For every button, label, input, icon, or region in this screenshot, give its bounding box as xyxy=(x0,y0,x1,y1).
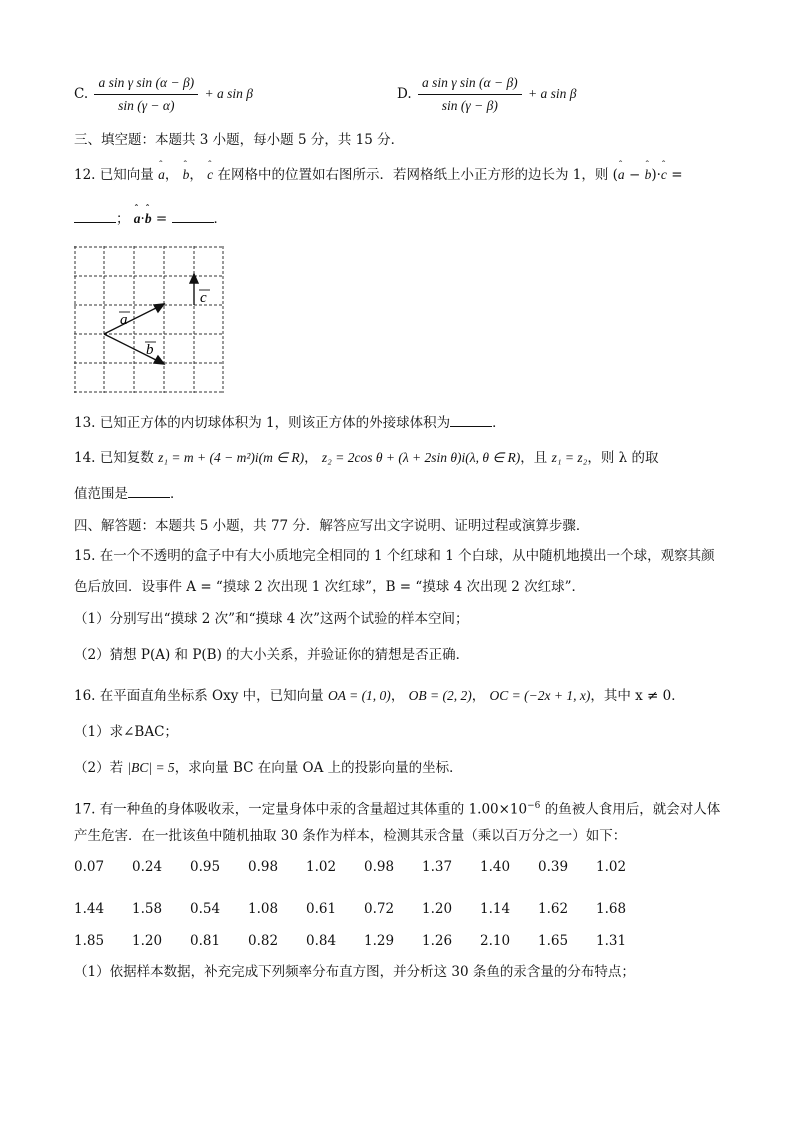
q14-line-2: 值范围是 ． xyxy=(74,483,184,504)
q13: 13. 已知正方体的内切球体积为 1，则该正方体的外接球体积为 ． xyxy=(74,412,506,433)
option-d-fraction: $\frac{\text{a sin γ sin (α − β)}}{\sin (\gamma - \beta)}$ xyxy=(418,74,522,115)
section-3-heading: 三、填空题：本题共 3 小题，每小题 5 分，共 15 分． xyxy=(74,132,405,148)
vector-b-label: b xyxy=(146,342,154,358)
q11-option-c: C. $\frac{\text{a sin γ sin (α − β)}}{\sin (\gamma - \alpha)}$ + a sin β xyxy=(74,75,253,113)
q16-line-1: 16. 在平面直角坐标系 Oxy 中，已知向量 OA = (1, 0)， OB = (2, 2)， OC = (−2x + 1, x)，其中 x ≠ 0． xyxy=(74,688,685,704)
q15-line-1: 15. 在一个不透明的盒子中有大小质地完全相同的 1 个红球和 1 个白球，从中随机地摸出一个球，观察其颜 xyxy=(74,548,715,564)
q14-blank[interactable] xyxy=(128,483,170,498)
q17-part-1: （1）依据样本数据，补充完成下列频率分布直方图，并分析这 30 条鱼的汞含量的分布特点； xyxy=(74,964,635,980)
vector-c-arrowhead xyxy=(190,274,198,283)
grid-lines xyxy=(74,246,224,393)
q16-part-2: （2）若 |BC| = 5，求向量 BC 在向量 OA 上的投影向量的坐标． xyxy=(74,760,463,776)
q14-line-1: 14. 已知复数 z₁ = m + (4 − m²)i(m ∈ R)， z₂ = 2cos θ + (λ + 2sin θ)i(λ, θ ∈ R)，且 z₁ = z₂，则 λ 的取 xyxy=(74,450,659,466)
vector-a-arrowhead xyxy=(154,304,164,312)
section-4-heading: 四、解答题：本题共 5 小题，共 77 分．解答应写出文字说明、证明过程或演算步骤． xyxy=(74,518,590,534)
q12-line-1: 12. 已知向量 ˆ a， ˆ b， ˆ c 在网格中的位置如右图所示．若网格纸上小正方形的边长为 1，则 (ˆ a − ˆ b)·ˆ c = xyxy=(74,165,683,185)
vector-grid-figure xyxy=(74,246,226,394)
q15-line-2: 色后放回．设事件 A = “摸球 2 次出现 1 次红球”，B = “摸球 4 次出现 2 次红球”． xyxy=(74,579,586,595)
q12-line-2: ； ˆ a·ˆ b = ． xyxy=(74,208,227,229)
q12-blank-2[interactable] xyxy=(172,208,214,223)
q15-part-1: （1）分别写出“摸球 2 次”和“摸球 4 次”这两个试验的样本空间； xyxy=(74,611,469,627)
q17-line-2: 产生危害．在一批该鱼中随机抽取 30 条作为样本，检测其汞含量（乘以百万分之一）如下： xyxy=(74,828,627,844)
q12-expression: (ˆ a − ˆ b)·ˆ c xyxy=(613,167,667,183)
q17-data-row-2: 1.44 1.58 0.54 1.08 0.61 0.72 1.20 1.14 1.62 1.68 xyxy=(74,901,627,917)
q17-line-1: 17. 有一种鱼的身体吸收汞，一定量身体中汞的含量超过其体重的 $1.00\times 10^{-6}$ 的鱼被人食用后，就会对人体 xyxy=(74,801,721,818)
q16-part-1: （1）求∠BAC； xyxy=(74,724,178,740)
vector-c-label: c xyxy=(200,290,207,306)
q17-data-row-3: 1.85 1.20 0.81 0.82 0.84 1.29 1.26 2.10 1.65 1.31 xyxy=(74,933,627,949)
vector-b-arrowhead xyxy=(154,356,164,364)
vector-a-arrow xyxy=(104,305,162,334)
q11-option-d: D. $\frac{\text{a sin γ sin (α − β)}}{\sin (\gamma - \beta)}$ + a sin β xyxy=(397,75,577,113)
q15-part-2: （2）猜想 P(A) 和 P(B) 的大小关系，并验证你的猜想是否正确． xyxy=(74,647,470,663)
q12-blank-1[interactable] xyxy=(74,208,116,223)
q13-blank[interactable] xyxy=(450,412,492,427)
q17-data-row-1: 0.07 0.24 0.95 0.98 1.02 0.98 1.37 1.40 0.39 1.02 xyxy=(74,859,627,875)
option-c-fraction: $\frac{\text{a sin γ sin (α − β)}}{\sin (\gamma - \alpha)}$ xyxy=(94,74,198,115)
vector-a-label: a xyxy=(120,312,128,328)
